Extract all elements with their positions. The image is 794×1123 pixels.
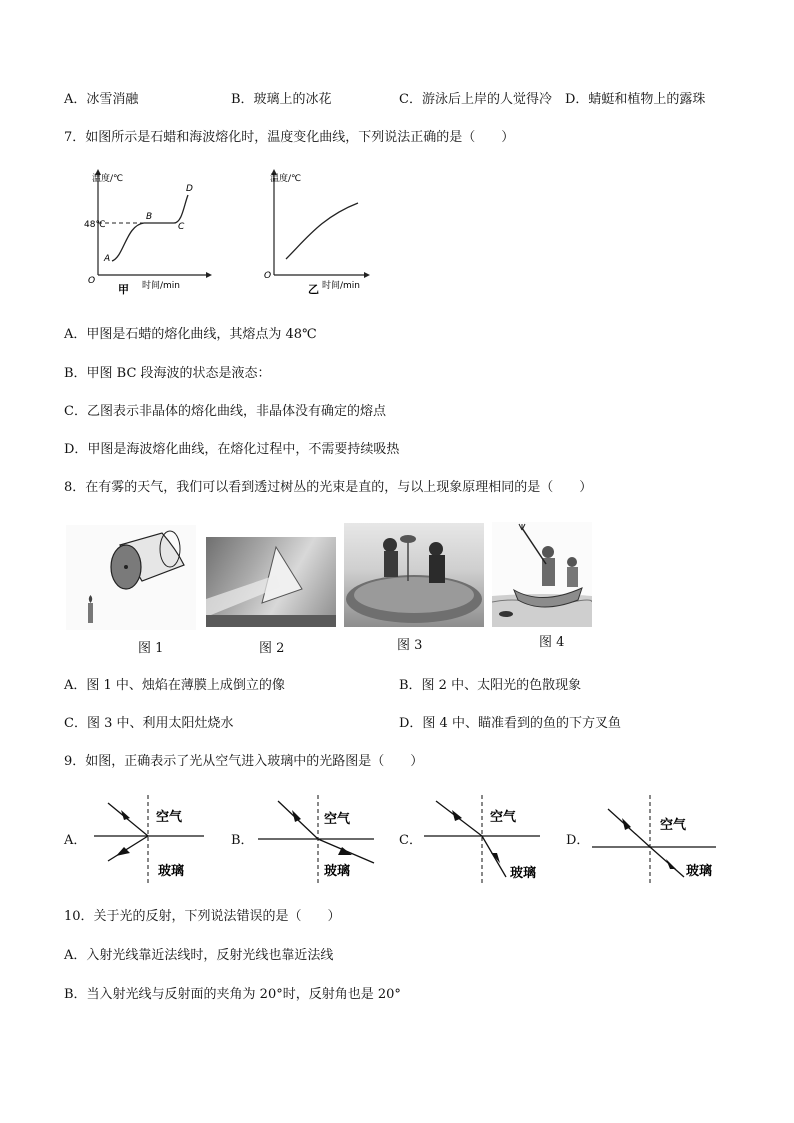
q9-label-c: C．: [399, 833, 422, 848]
q8-figure-2-dispersion-photo: [206, 537, 336, 627]
q8-caption-4: 图 4: [539, 635, 565, 650]
q10-option-b: B．当入射光线与反射面的夹角为 20°时，反射角也是 20°: [64, 987, 401, 1002]
jia-xlabel: 时间/min: [142, 281, 181, 291]
jia-point-d: D: [186, 184, 193, 194]
q8-option-c: C．图 3 中、利用太阳灶烧水: [64, 716, 234, 731]
yi-ylabel: 温度/℃: [270, 174, 302, 184]
q9-diagram-d: [592, 795, 722, 885]
q6-option-d: D．蜻蜓和植物上的露珠: [565, 92, 706, 107]
q7-option-b: B．甲图 BC 段海波的状态是液态：: [64, 366, 271, 381]
q8-stem: 8．在有雾的天气，我们可以看到透过树丛的光束是直的，与以上现象原理相同的是（ ）: [64, 480, 593, 495]
q6-option-b: B．玻璃上的冰花: [231, 92, 332, 107]
q9-c-air-label: 空气: [490, 810, 517, 825]
q9-a-air-label: 空气: [156, 810, 183, 825]
q7-option-c: C．乙图表示非晶体的熔化曲线，非晶体没有确定的熔点: [64, 404, 386, 419]
jia-point-c: C: [178, 222, 185, 232]
q7-stem: 7．如图所示是石蜡和海波熔化时，温度变化曲线，下列说法正确的是（ ）: [64, 130, 515, 145]
jia-point-b: B: [146, 212, 153, 222]
q8-figure-4-spear-fishing: [492, 522, 592, 627]
q8-caption-2: 图 2: [259, 641, 285, 656]
q7-figure-jia: [84, 165, 234, 300]
q10-option-a: A．入射光线靠近法线时，反射光线也靠近法线: [64, 948, 334, 963]
q8-option-d: D．图 4 中、瞄准看到的鱼的下方叉鱼: [399, 716, 621, 731]
q9-d-air-label: 空气: [660, 818, 687, 833]
q9-diagram-a: [94, 795, 214, 885]
jia-tick-48: 48℃: [84, 220, 106, 230]
q6-option-c: C．游泳后上岸的人觉得冷: [399, 92, 552, 107]
q9-b-air-label: 空气: [324, 812, 351, 827]
jia-ylabel: 温度/℃: [92, 174, 124, 184]
q7-figure-yi: [260, 165, 390, 300]
q6-option-a: A．冰雪消融: [64, 92, 139, 107]
yi-name: 乙: [308, 283, 319, 296]
q8-caption-1: 图 1: [138, 641, 164, 656]
q8-option-a: A．图 1 中、烛焰在薄膜上成倒立的像: [64, 678, 285, 693]
q9-label-d: D．: [566, 833, 590, 848]
q9-diagram-c: [424, 795, 549, 885]
q9-d-glass-label: 玻璃: [686, 864, 713, 879]
q10-stem: 10．关于光的反射，下列说法错误的是（ ）: [64, 909, 341, 924]
jia-origin: O: [88, 276, 96, 286]
q9-a-glass-label: 玻璃: [158, 864, 185, 879]
jia-point-a: A: [104, 254, 111, 264]
q9-b-glass-label: 玻璃: [324, 864, 351, 879]
q9-label-b: B．: [231, 833, 254, 848]
q8-figure-3-solar-cooker-photo: [344, 523, 484, 627]
q7-option-d: D．甲图是海波熔化曲线，在熔化过程中，不需要持续吸热: [64, 442, 400, 457]
yi-origin: O: [264, 271, 272, 281]
q8-caption-3: 图 3: [397, 638, 423, 653]
q8-option-b: B．图 2 中、太阳光的色散现象: [399, 678, 582, 693]
q9-label-a: A．: [64, 833, 87, 848]
q8-figure-1-pinhole-camera: [66, 525, 196, 630]
q7-option-a: A．甲图是石蜡的熔化曲线，其熔点为 48℃: [64, 327, 317, 342]
jia-name: 甲: [118, 283, 129, 296]
q9-diagram-b: [258, 795, 383, 885]
q9-c-glass-label: 玻璃: [510, 866, 537, 881]
yi-xlabel: 时间/min: [322, 281, 361, 291]
q9-stem: 9．如图，正确表示了光从空气进入玻璃中的光路图是（ ）: [64, 754, 424, 769]
